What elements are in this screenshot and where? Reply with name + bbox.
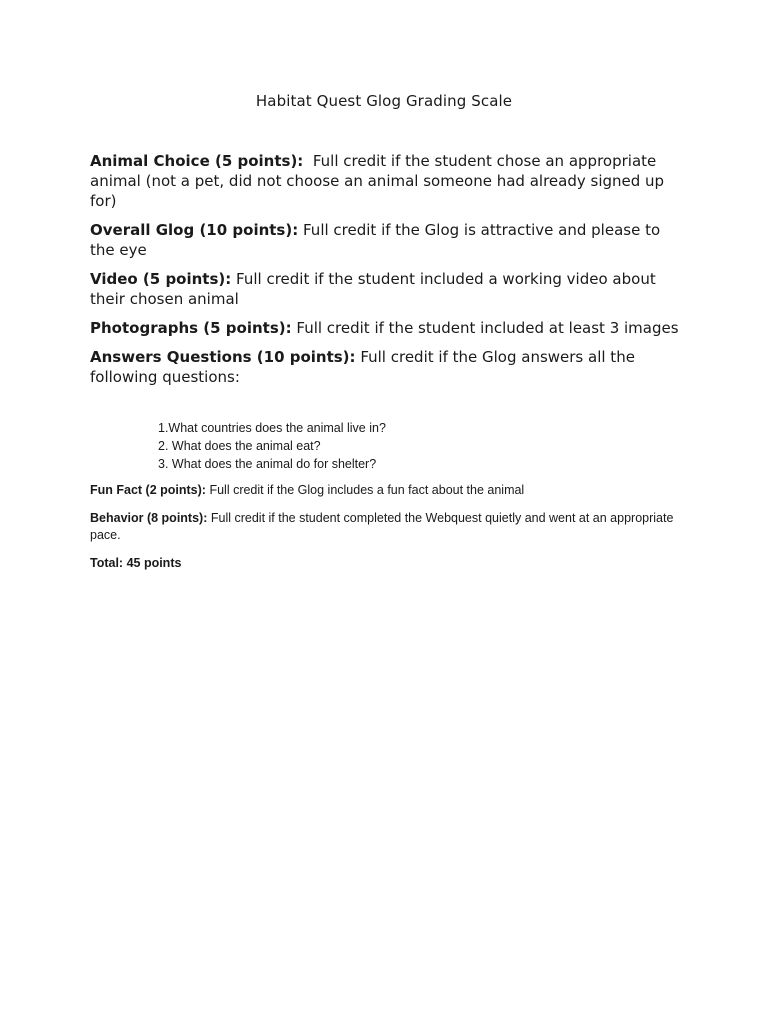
criterion-photographs: [90, 318, 680, 338]
criterion-animal-choice: [90, 151, 680, 211]
criterion-fun-fact: [90, 482, 680, 500]
document-title: Habitat Quest Glog Grading Scale: [255, 92, 513, 110]
criterion-text: Full credit if the Glog is attractive and please to the eye: [90, 221, 661, 259]
criterion-behavior: [90, 510, 680, 545]
question-item: 1.What countries does the animal live in?: [158, 421, 386, 435]
criterion-heading: Behavior (8 points):: [90, 510, 208, 525]
criterion-text: Full credit if the Glog answers all the following questions:: [90, 348, 635, 386]
criterion-text: Full credit if the Glog includes a fun fact about the animal: [209, 483, 525, 497]
criterion-answers-questions: [90, 347, 680, 387]
total-points: Total: 45 points: [90, 555, 182, 570]
criterion-heading: Fun Fact (2 points):: [90, 483, 206, 497]
criterion-text: Full credit if the student chose an appropriate animal (not a pet, did not choose an animal someone had already signed up for): [90, 152, 665, 210]
criterion-heading: Video (5 points):: [90, 270, 232, 288]
criterion-video: [90, 269, 680, 309]
question-item: 2. What does the animal eat?: [158, 439, 321, 453]
criterion-text: Full credit if the student included a working video about their chosen animal: [90, 270, 656, 308]
criterion-text: Full credit if the student included at least 3 images: [296, 319, 679, 337]
criteria-list: [90, 151, 680, 396]
extra-criteria-list: [90, 482, 680, 582]
question-item: 3. What does the animal do for shelter?: [158, 457, 377, 471]
criterion-heading: Answers Questions (10 points):: [90, 348, 356, 366]
criterion-text: Full credit if the student completed the Webquest quietly and went at an appropriate pace.: [90, 510, 674, 542]
criterion-heading: Overall Glog (10 points):: [90, 221, 299, 239]
criterion-heading: Animal Choice (5 points):: [90, 152, 304, 170]
criterion-heading: Photographs (5 points):: [90, 319, 292, 337]
questions-list: [158, 419, 386, 473]
criterion-overall-glog: [90, 220, 680, 260]
